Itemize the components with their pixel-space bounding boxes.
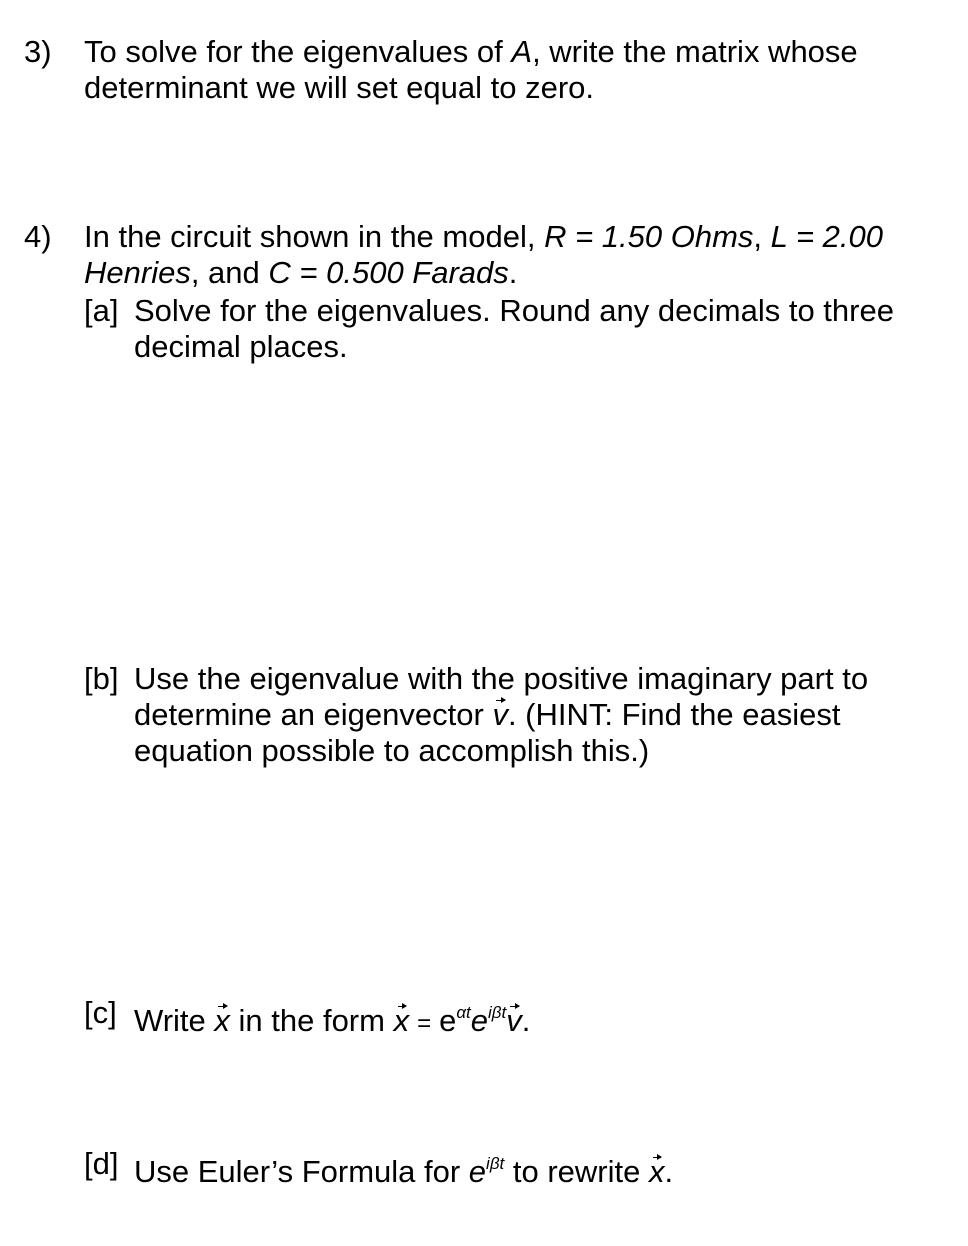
- part-b-text: [134, 661, 944, 769]
- vector-v-symbol-2: v: [506, 1003, 522, 1038]
- part-b-line-1: Use the eigenvalue with the positive imaginary part to: [134, 661, 869, 696]
- question-3-number: 3): [24, 34, 52, 69]
- equals-sign: =: [417, 1010, 432, 1037]
- question-4-line-2: Henries, and C = 0.500 Farads.: [84, 255, 518, 290]
- exponential-e-1: e: [439, 1003, 457, 1038]
- exponent-i-beta-t: iβt: [488, 1003, 507, 1022]
- question-3-line-1: To solve for the eigenvalues of A, write the matrix whose: [84, 34, 858, 69]
- part-c: [84, 995, 944, 1042]
- part-b-tag: [b]: [84, 661, 119, 696]
- exponential-e-2: e: [470, 1003, 489, 1038]
- vector-v-symbol: v: [492, 697, 508, 732]
- question-4-text: [84, 219, 944, 291]
- vector-x-symbol: x: [214, 1003, 230, 1038]
- question-4-number: 4): [24, 219, 52, 254]
- question-3-line-2: determinant we will set equal to zero.: [84, 70, 595, 105]
- exponential-e: e: [468, 1154, 487, 1189]
- question-3-text: [84, 34, 944, 106]
- part-d-tag: [d]: [84, 1146, 119, 1181]
- part-a-line-2: decimal places.: [134, 329, 348, 364]
- part-a-text: [134, 293, 944, 365]
- part-a: [84, 293, 944, 365]
- question-4-line-1: In the circuit shown in the model, R = 1.50 Ohms, L = 2.00: [84, 219, 884, 254]
- part-a-line-1: Solve for the eigenvalues. Round any decimals to three: [134, 293, 894, 328]
- part-b-line-3: equation possible to accomplish this.): [134, 733, 650, 768]
- part-c-text: Write x in the form $x = e^{\alpha t}e^{i\beta t}v$.: [134, 1003, 531, 1038]
- part-c-tag: [c]: [84, 995, 117, 1030]
- resistance-value: R = 1.50 Ohms: [544, 219, 754, 254]
- part-a-tag: [a]: [84, 293, 119, 328]
- vector-x-symbol-2: x: [393, 1003, 410, 1038]
- part-b: [84, 661, 944, 769]
- exponent-alpha-t: αt: [456, 1003, 471, 1022]
- inductance-unit: Henries: [84, 255, 191, 290]
- part-d: [84, 1146, 944, 1190]
- part-d-text: Use Euler’s Formula for $e^{i\beta t}$ to rewrite x.: [134, 1154, 674, 1189]
- inductance-value: L = 2.00: [770, 219, 884, 254]
- vector-x-symbol: x: [648, 1154, 665, 1189]
- exponent-i-beta-t: iβt: [486, 1154, 505, 1173]
- capacitance-value: C = 0.500 Farads: [268, 255, 509, 290]
- part-b-line-2: determine an eigenvector v. (HINT: Find the easiest: [134, 697, 841, 732]
- matrix-a-symbol: A: [511, 34, 533, 69]
